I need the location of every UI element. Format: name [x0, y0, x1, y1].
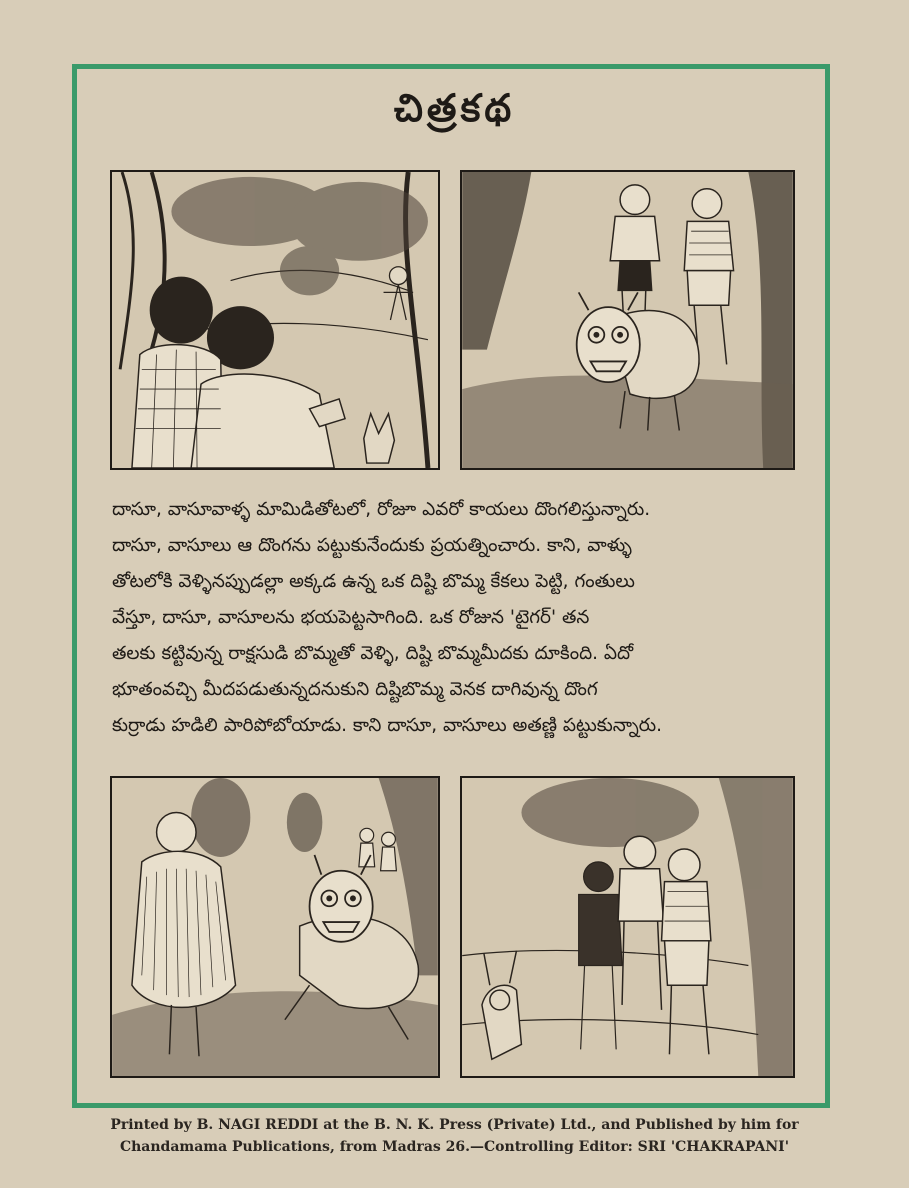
comic-panel-4	[460, 776, 795, 1078]
story-line: దాసూ, వాసూవాళ్ళ మామిడితోటలో, రోజూ ఎవరో కాయలు దొంగలిస్తున్నారు.	[112, 499, 651, 520]
story-line: తలకు కట్టివున్న రాక్షసుడి బొమ్మతో వెళ్ళి, దిష్టి బొమ్మమీదకు దూకింది. ఏదో	[112, 643, 634, 664]
page-title: చిత్రకథ	[393, 86, 516, 130]
story-line: వేస్తూ, దాసూ, వాసూలను భయపెట్టసాగింది. ఒక రోజున 'టైగర్' తన	[112, 607, 590, 628]
publisher-footer	[0, 1114, 909, 1158]
story-text	[112, 492, 796, 744]
panel-3-illustration	[112, 778, 438, 1076]
panel-2-illustration	[462, 172, 793, 468]
panel-1-illustration	[112, 172, 438, 468]
comic-panel-1	[110, 170, 440, 470]
footer-line: Printed by B. NAGI REDDI at the B. N. K. Press (Private) Ltd., and Published by him for	[110, 1117, 799, 1133]
comic-panel-3	[110, 776, 440, 1078]
panel-4-illustration	[462, 778, 793, 1076]
footer-line: Chandamama Publications, from Madras 26.—Controlling Editor: SRI 'CHAKRAPANI'	[119, 1139, 790, 1155]
story-line: తోటలోకి వెళ్ళినప్పుడల్లా అక్కడ ఉన్న ఒక దిష్టి బొమ్మ కేకలు పెట్టి, గంతులు	[112, 571, 635, 592]
story-line: భూతంవచ్చి మీదపడుతున్నదనుకుని దిష్టిబొమ్మ వెనక దాగివున్న దొంగ	[112, 679, 598, 700]
story-line: దాసూ, వాసూలు ఆ దొంగను పట్టుకునేందుకు ప్రయత్నించారు. కాని, వాళ్ళు	[112, 535, 632, 556]
story-line: కుర్రాడు హడిలి పారిపోబోయాడు. కాని దాసూ, వాసూలు అతణ్ణి పట్టుకున్నారు.	[112, 715, 663, 736]
comic-panel-2	[460, 170, 795, 470]
